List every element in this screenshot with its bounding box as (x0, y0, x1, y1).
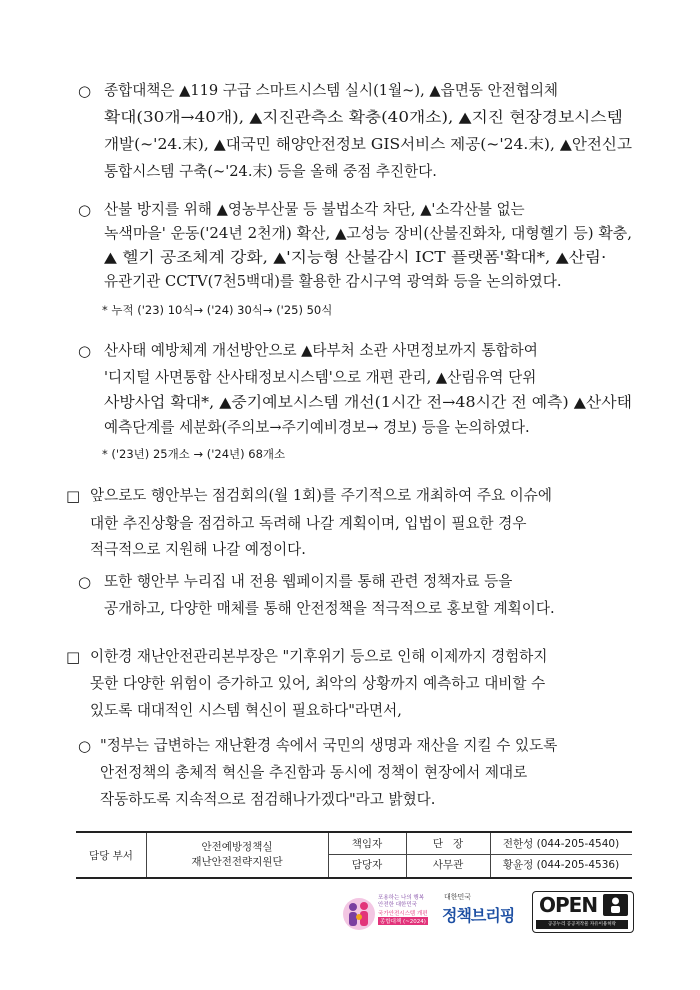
campaign-line-3: 국가안전시스템 개편 (378, 911, 428, 917)
text-line: 이한경 재난안전관리본부장은 "기후위기 등으로 인해 이제까지 경험하지 (90, 648, 548, 665)
footnote: * 누적 ('23) 10식→ ('24) 30식→ ('25) 50식 (102, 303, 333, 317)
text-line: ▲ 헬기 공조체계 강화, ▲'지능형 산불감시 ICT 플랫폼'확대*, ▲산림· (104, 249, 607, 266)
footnote: * ('23년) 25개소 → ('24년) 68개소 (102, 447, 286, 461)
text-line: 사방사업 확대*, ▲중기예보시스템 개선(1시간 전→48시간 전 예측) ▲산사태 (104, 394, 632, 411)
square-bullet: □ (66, 487, 81, 505)
square-bullet: □ (66, 648, 81, 666)
text-line: 있도록 대대적인 시스템 혁신이 필요하다"라면서, (90, 702, 402, 719)
person-icon (603, 894, 628, 916)
text-line: '디지털 사면통합 산사태정보시스템'으로 개편 관리, ▲산림유역 단위 (104, 369, 537, 386)
briefing-top-text: 대한민국 (444, 893, 472, 901)
circle-bullet: ○ (78, 201, 92, 219)
contact-cell: 전한성 (044-205-4540) (502, 838, 620, 850)
role-cell: 책임자 (351, 838, 383, 850)
open-license-badge (532, 891, 634, 933)
safety-campaign-logo (342, 890, 434, 936)
text-line: 또한 행안부 누리집 내 전용 웹페이지를 통해 관련 정책자료 등을 (104, 573, 513, 590)
open-caption: 공공누리 공공저작물 자유이용허락 (536, 920, 628, 929)
text-line: 안전정책의 총체적 혁신을 추진함과 동시에 정책이 현장에서 제대로 (100, 764, 528, 781)
text-line: 유관기관 CCTV(7천5백대)를 활용한 감시구역 광역화 등을 논의하였다. (104, 273, 562, 290)
department-contact-table (76, 831, 632, 879)
title-cell: 단 장 (432, 838, 464, 850)
dept-label: 담당 부서 (89, 849, 133, 862)
title-cell: 사무관 (432, 859, 464, 871)
text-line: 예측단계를 세분화(주의보→주기예비경보→ 경보) 등을 논의하였다. (104, 419, 530, 436)
text-line: 앞으로도 행안부는 점검회의(월 1회)를 주기적으로 개최하여 주요 이슈에 (90, 487, 552, 504)
text-line: 개발(~'24.末), ▲대국민 해양안전정보 GIS서비스 제공(~'24.末), ▲안전신고 (104, 136, 632, 153)
circle-bullet: ○ (78, 342, 92, 360)
text-line: 적극적으로 지원해 나갈 예정이다. (90, 541, 306, 558)
open-text: OPEN (539, 893, 598, 917)
dept-name-2: 재난안전전략지원단 (191, 856, 283, 868)
text-line: 못한 다양한 위험이 증가하고 있어, 최악의 상황까지 예측하고 대비할 수 (90, 675, 546, 692)
text-line: 확대(30개→40개), ▲지진관측소 확충(40개소), ▲지진 현장경보시스템 (104, 109, 623, 126)
text-line: 산불 방지를 위해 ▲영농부산물 등 불법소각 차단, ▲'소각산불 없는 (104, 201, 525, 218)
license-type-icon (603, 894, 628, 916)
briefing-main-text: 정책브리핑 (442, 906, 515, 925)
text-line: 작동하도록 지속적으로 점검해나가겠다"라고 밝혔다. (100, 791, 436, 808)
family-icon (342, 896, 376, 932)
text-line: 녹색마을' 운동('24년 2천개) 확산, ▲고성능 장비(산불진화차, 대형헬기 등) 확충, (104, 225, 632, 242)
text-line: 대한 추진상황을 점검하고 독려해 나갈 계획이며, 입법이 필요한 경우 (90, 515, 527, 532)
dept-name (146, 833, 328, 877)
policy-briefing-logo (440, 890, 526, 936)
circle-bullet: ○ (78, 737, 92, 755)
campaign-line-2: 안전한 대한민국 (378, 902, 417, 908)
dept-name-1: 안전예방정책실 (201, 841, 273, 853)
text-line: 공개하고, 다양한 매체를 통해 안전정책을 적극적으로 홍보할 계획이다. (104, 600, 555, 617)
circle-bullet: ○ (78, 573, 92, 591)
text-line: 종합대책은 ▲119 구급 스마트시스템 실시(1월~), ▲읍면동 안전협의체 (104, 82, 559, 99)
text-line: 산사태 예방체계 개선방안으로 ▲타부처 소관 사면정보까지 통합하여 (104, 342, 538, 359)
campaign-line-1: 포용하는 나의 행복 (378, 895, 425, 901)
contact-cell: 황윤정 (044-205-4536) (502, 859, 620, 871)
campaign-line-4: 종합대책 (~2024) (380, 919, 426, 925)
text-line: 통합시스템 구축(~'24.末) 등을 올해 중점 추진한다. (104, 163, 437, 180)
text-line: "정부는 급변하는 재난환경 속에서 국민의 생명과 재산을 지킬 수 있도록 (100, 737, 558, 754)
role-cell: 담당자 (351, 859, 383, 871)
circle-bullet: ○ (78, 82, 92, 100)
